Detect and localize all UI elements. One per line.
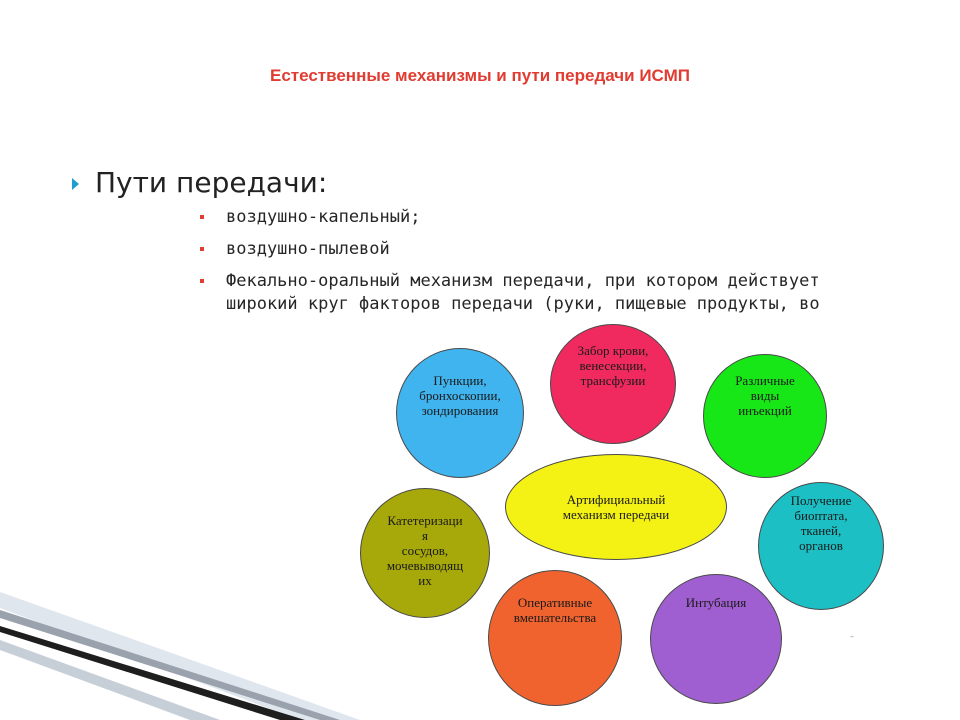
diagram-mark: – <box>850 632 854 641</box>
list-item: воздушно-пылевой <box>200 238 900 261</box>
bullet-arrow-icon <box>72 178 79 190</box>
bullet-dot-icon <box>200 279 204 283</box>
decorative-stripes <box>0 580 380 720</box>
diagram-node: Оперативные вмешательства <box>488 570 622 706</box>
slide-title: Естественные механизмы и пути передачи ИСМП <box>269 66 690 85</box>
main-bullet <box>72 166 327 199</box>
diagram-node: Интубация <box>650 574 782 704</box>
list-item: воздушно-капельный; <box>200 206 900 229</box>
diagram-node: Забор крови, венесекции, трансфузии <box>550 324 676 444</box>
main-bullet-text: Пути передачи: <box>95 166 328 199</box>
diagram-area <box>360 322 960 720</box>
diagram-node: Различные виды инъекций <box>703 354 827 478</box>
list-item: Фекально-оральный механизм передачи, при котором действует широкий круг факторов передачи (руки, пищевые продукты, во <box>200 270 900 316</box>
bullet-dot-icon <box>200 215 204 219</box>
diagram-node: Пункции, бронхоскопии, зондирования <box>396 348 524 478</box>
sub-bullet-list <box>200 206 900 325</box>
bullet-dot-icon <box>200 247 204 251</box>
diagram-center-node: Артифициальный механизм передачи <box>505 454 727 560</box>
diagram-node: Катетеризаци я сосудов, мочевыводящ их <box>360 488 490 618</box>
diagram-node: Получение биоптата, тканей, органов <box>758 482 884 610</box>
